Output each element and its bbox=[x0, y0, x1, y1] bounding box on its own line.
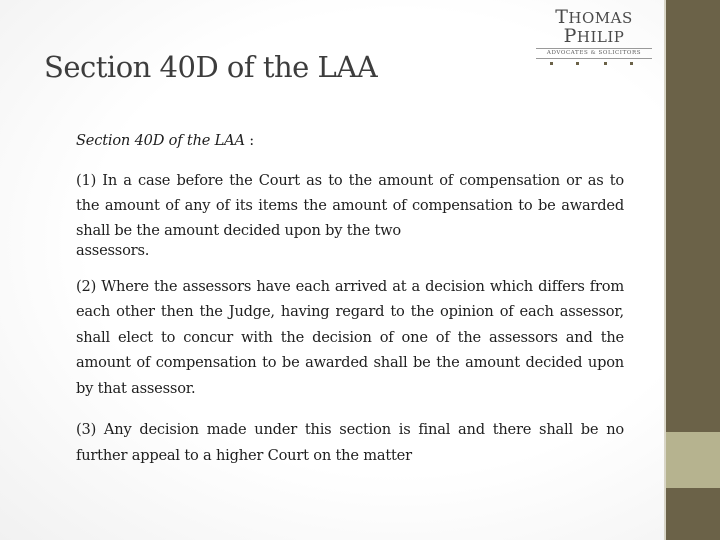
logo-initial-t: T bbox=[555, 6, 569, 28]
logo-dot bbox=[550, 62, 553, 65]
logo-initial-p: P bbox=[563, 25, 577, 47]
slide-title: Section 40D of the LAA bbox=[44, 50, 378, 84]
paragraph-1 bbox=[76, 168, 624, 258]
logo-dot bbox=[630, 62, 633, 65]
logo-dot bbox=[604, 62, 607, 65]
side-accent-block bbox=[666, 432, 720, 488]
logo-firm-name bbox=[530, 8, 658, 46]
logo-dot bbox=[576, 62, 579, 65]
paragraph-1-last-line: assessors. bbox=[76, 241, 150, 259]
paragraph-1-text: (1) In a case before the Court as to the amount of compensation or as to the amount of any of its items the amount of compensation to be awarded shall be the amount decided upon by the two bbox=[76, 171, 624, 239]
logo-name-first: HOMAS bbox=[568, 9, 633, 27]
slide-body bbox=[76, 128, 624, 484]
logo-name-last: HILIP bbox=[576, 28, 625, 46]
logo-tagline: ADVOCATES & SOLICITORS bbox=[536, 48, 652, 59]
section-heading-colon: : bbox=[244, 132, 254, 149]
paragraph-2: (2) Where the assessors have each arrived at a decision which differs from each other then the Judge, having regard to the opinion of each assessor, shall elect to concur with the decision of one of the assessors and the amount of compensation to be awarded shall be the amount decided upon by that assessor. bbox=[76, 277, 624, 397]
section-heading bbox=[76, 128, 624, 154]
firm-logo bbox=[530, 6, 658, 56]
paragraph-3: (3) Any decision made under this section is final and there shall be no further appeal to a higher Court on the matter bbox=[76, 421, 624, 464]
section-heading-text: Section 40D of the LAA bbox=[76, 132, 245, 149]
logo-dots bbox=[530, 61, 658, 67]
